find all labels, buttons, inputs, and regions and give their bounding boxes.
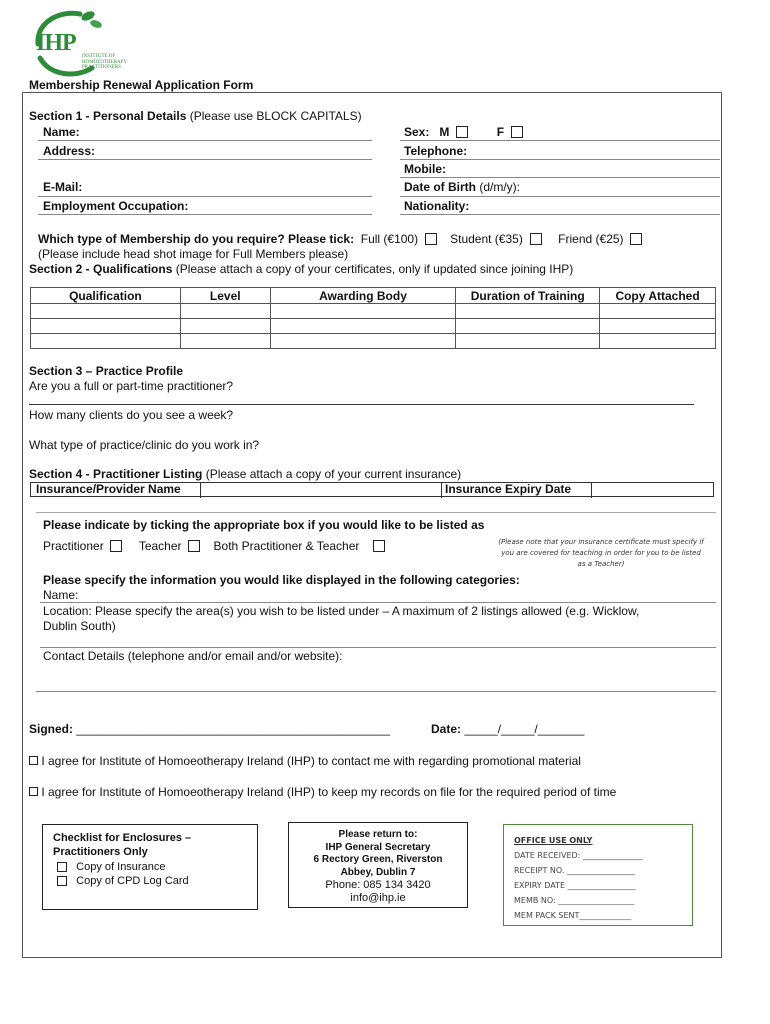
promo-consent-checkbox[interactable]: [29, 756, 38, 765]
signed-field[interactable]: Signed: _______________________________________________: [29, 722, 391, 736]
student-membership-checkbox[interactable]: [530, 233, 542, 245]
table-header-row: [31, 288, 716, 304]
practitioner-type-question: Are you a full or part-time practitioner?: [29, 379, 234, 393]
date-field[interactable]: Date: _____/_____/_______: [431, 722, 585, 736]
full-membership-checkbox[interactable]: [425, 233, 437, 245]
section3-heading: Section 3 – Practice Profile: [29, 364, 184, 378]
listing-name-line[interactable]: [40, 602, 716, 603]
logo-initials: IHP: [36, 30, 76, 56]
insurance-copy-checkbox[interactable]: [57, 862, 67, 872]
both-checkbox[interactable]: [373, 540, 385, 552]
records-consent: I agree for Institute of Homoeotherapy Ireland (IHP) to keep my records on file for the required period of time: [29, 785, 616, 799]
sex-label: Sex: M F: [404, 125, 523, 139]
table-row[interactable]: [31, 334, 716, 349]
listing-specify-heading: Please specify the information you would like displayed in the following categories:: [43, 573, 520, 587]
pack-field: MEM PACK SENT_____________: [514, 911, 632, 920]
logo-text: INSTITUTE OF HOMOEOTHERAPY PRACTITIONERS: [82, 54, 127, 70]
dob-line[interactable]: [400, 196, 720, 197]
office-use-box: [503, 824, 693, 926]
address-line[interactable]: [38, 159, 372, 160]
column-header: Duration of Training: [456, 288, 600, 304]
sex-m-checkbox[interactable]: [456, 126, 468, 138]
telephone-label: Telephone:: [404, 144, 468, 158]
sex-line[interactable]: [400, 140, 720, 141]
insurance-provider-label: Insurance/Provider Name: [36, 482, 181, 496]
clients-question: How many clients do you see a week?: [29, 408, 234, 422]
sex-f-checkbox[interactable]: [511, 126, 523, 138]
practitioner-checkbox[interactable]: [110, 540, 122, 552]
name-line[interactable]: [38, 140, 372, 141]
ihp-logo: [28, 8, 148, 80]
practitioner-type-line[interactable]: [29, 404, 694, 405]
membership-question: Which type of Membership do you require? Please tick: Full (€100) Student (€35) Friend (€25): [38, 232, 642, 246]
friend-membership-checkbox[interactable]: [630, 233, 642, 245]
checklist-box: Checklist for Enclosures – Practitioners Only Copy of Insurance Copy of CPD Log Card: [42, 824, 258, 910]
section4-heading: Section 4 - Practitioner Listing (Please attach a copy of your current insurance): [29, 467, 462, 481]
teacher-insurance-note: (Please note that your insurance certificate must specify if you are covered for teaching in order for you to be listed as a Teacher): [498, 538, 704, 568]
email-line[interactable]: [38, 196, 372, 197]
mobile-label: Mobile:: [404, 162, 446, 176]
table-row[interactable]: [31, 319, 716, 334]
cpd-copy-checkbox[interactable]: [57, 876, 67, 886]
insurance-expiry-label: Insurance Expiry Date: [445, 482, 572, 496]
membership-note: (Please include head shot image for Full Members please): [38, 247, 349, 261]
receipt-field: RECEIPT NO. _________________: [514, 866, 635, 875]
table-row[interactable]: [31, 304, 716, 319]
listing-options: Practitioner Teacher Both Practitioner & Teacher: [43, 539, 385, 553]
expiry-field: EXPIRY DATE _________________: [514, 881, 636, 890]
address-label: Address:: [43, 144, 96, 158]
listing-name-label: Name:: [43, 588, 79, 602]
column-header: Awarding Body: [270, 288, 456, 304]
section2-heading: Section 2 - Qualifications (Please attach a copy of your certificates, only if updated since joining IHP): [29, 262, 574, 276]
telephone-line[interactable]: [400, 159, 720, 160]
nationality-label: Nationality:: [404, 199, 470, 213]
nationality-line[interactable]: [400, 214, 720, 215]
name-label: Name:: [43, 125, 80, 139]
office-use-title: OFFICE USE ONLY: [514, 836, 593, 845]
form-title: Membership Renewal Application Form: [29, 78, 254, 92]
contact-label: Contact Details (telephone and/or email and/or website):: [43, 649, 343, 663]
location-line[interactable]: [40, 647, 716, 648]
practice-type-question: What type of practice/clinic do you work in?: [29, 438, 260, 452]
occupation-label: Employment Occupation:: [43, 199, 189, 213]
records-consent-checkbox[interactable]: [29, 787, 38, 796]
listing-divider: [36, 512, 716, 513]
section1-heading: Section 1 - Personal Details (Please use BLOCK CAPITALS): [29, 109, 362, 123]
date-received-field: DATE RECEIVED: _______________: [514, 851, 643, 860]
column-header: Copy Attached: [600, 288, 716, 304]
qualifications-table: [30, 287, 716, 349]
column-header: Level: [180, 288, 270, 304]
return-address-box: Please return to: IHP General Secretary 6 Rectory Green, Riverston Abbey, Dublin 7 Phone: 085 134 3420 info@ihp.ie: [288, 822, 468, 908]
memb-field: MEMB NO: ___________________: [514, 896, 635, 905]
column-header: Qualification: [31, 288, 181, 304]
mobile-line[interactable]: [400, 177, 720, 178]
location-label: Location: Please specify the area(s) you wish to be listed under – A maximum of 2 listings allowed (e.g. Wicklow, Dublin South): [43, 604, 640, 633]
teacher-checkbox[interactable]: [188, 540, 200, 552]
insurance-table[interactable]: [30, 482, 714, 497]
contact-line[interactable]: [36, 691, 716, 692]
listing-tick-heading: Please indicate by ticking the appropriate box if you would like to be listed as: [43, 518, 485, 532]
occupation-line[interactable]: [38, 214, 372, 215]
email-label: E-Mail:: [43, 180, 83, 194]
promo-consent: I agree for Institute of Homoeotherapy Ireland (IHP) to contact me with regarding promotional material: [29, 754, 581, 768]
dob-label: Date of Birth (d/m/y):: [404, 180, 520, 194]
